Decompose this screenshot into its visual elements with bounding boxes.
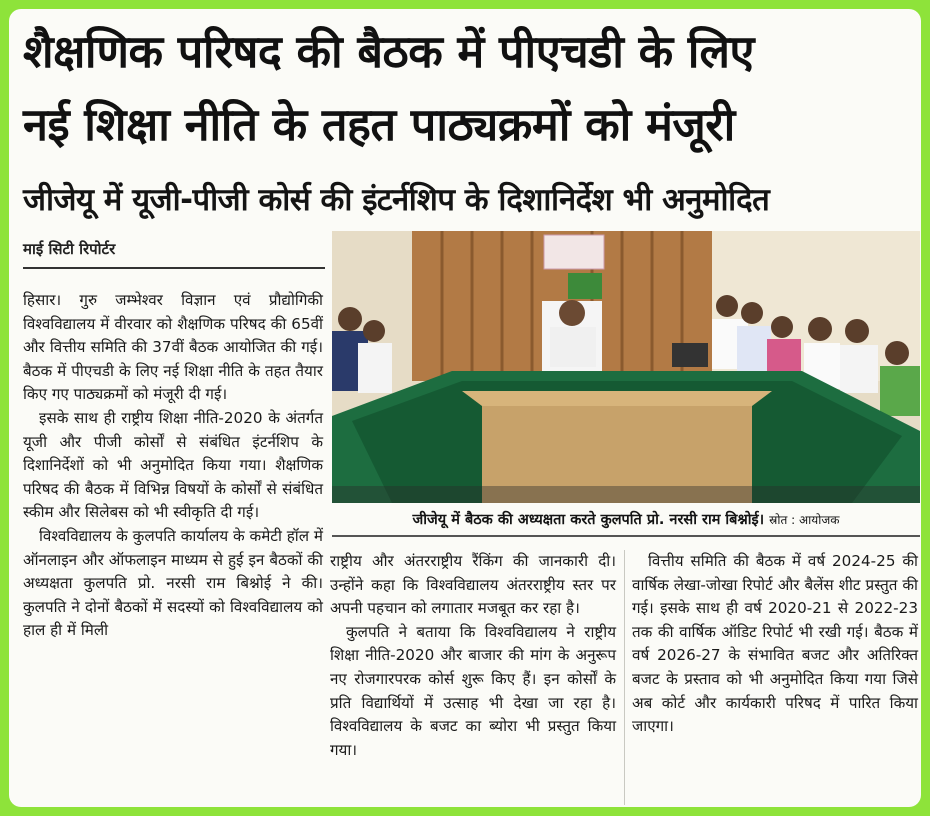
paragraph: विश्वविद्यालय के कुलपति कार्यालय के कमेटी हॉल में ऑनलाइन और ऑफलाइन माध्यम से हुई इन बैठकों की अध्यक्षता कुलपति प्रो. नरसी राम बिश्नोई ने की। कुलपति ने दोनों बैठकों में सदस्यों को विश्वविद्यालय को हाल ही में मिली (23, 526, 323, 640)
byline-divider (23, 267, 325, 269)
headline-line-2: नई शिक्षा नीति के तहत पाठ्यक्रमों को मंजूरी (23, 98, 735, 151)
meeting-photo-icon (332, 231, 920, 503)
photo-caption (332, 505, 920, 537)
article-column-3 (632, 550, 918, 739)
article-column-1 (23, 289, 323, 643)
caption-text: जीजेयू में बैठक की अध्यक्षता करते कुलपति प्रो. नरसी राम बिश्नोई। (412, 512, 765, 528)
paragraph: कुलपति ने बताया कि विश्वविद्यालय ने राष्ट्रीय शिक्षा नीति-2020 और बाजार की मांग के अनुरूप नए रोजगारपरक कोर्स शुरू किए हैं। इन कोर्सों के प्रति विद्यार्थियों में उत्साह भी देखा जा रहा है। विश्वविद्यालय के बजट का ब्योरा भी प्रस्तुत किया गया। (330, 622, 616, 759)
photo-source: स्रोत : आयोजक (769, 513, 840, 527)
paragraph: वित्तीय समिति की बैठक में वर्ष 2024-25 की वार्षिक लेखा-जोखा रिपोर्ट और बैलेंस शीट प्रस्तुत की गई। इसके साथ ही वर्ष 2020-21 से 2022-23 तक की वार्षिक ऑडिट रिपोर्ट भी रखी गई। बैठक में वर्ष 2026-27 के संभावित बजट और अतिरिक्त बजट के प्रस्ताव को भी अनुमोदित किया गया जिसे अब कोर्ट और कार्यकारी परिषद में पारित किया जाएगा। (632, 552, 918, 736)
column-divider (624, 550, 625, 805)
paragraph: राष्ट्रीय और अंतरराष्ट्रीय रैंकिंग की जानकारी दी। उन्होंने कहा कि विश्वविद्यालय अंतरराष्ट्रीय स्तर पर अपनी पहचान को लगातार मजबूत कर रहा है। (330, 552, 616, 618)
paragraph: इसके साथ ही राष्ट्रीय शिक्षा नीति-2020 के अंतर्गत यूजी और पीजी कोर्सों से संबंधित इंटर्नशिप के दिशानिर्देशों को भी अनुमोदित किया गया। शैक्षणिक परिषद की बैठक में विभिन्न विषयों के कोर्सों से संबंधित स्कीम और सिलेबस को भी स्वीकृति दी गई। (23, 408, 323, 522)
subheadline: जीजेयू में यूजी-पीजी कोर्स की इंटर्नशिप के दिशानिर्देश भी अनुमोदित (23, 182, 770, 218)
paragraph: हिसार। गुरु जम्भेश्वर विज्ञान एवं प्रौद्योगिकी विश्वविद्यालय में वीरवार को शैक्षणिक परिषद की 65वीं और वित्तीय समिति की 37वीं बैठक आयोजित की गई। बैठक में पीएचडी के लिए नई शिक्षा नीति के तहत तैयार किए गए पाठ्यक्रमों को मंजूरी दी गई। (23, 291, 323, 404)
meeting-photo (332, 231, 920, 503)
article-column-2 (330, 550, 616, 762)
byline: माई सिटी रिपोर्टर (23, 240, 116, 258)
newspaper-clipping (9, 9, 921, 807)
headline-line-1: शैक्षणिक परिषद की बैठक में पीएचडी के लिए (23, 25, 754, 78)
